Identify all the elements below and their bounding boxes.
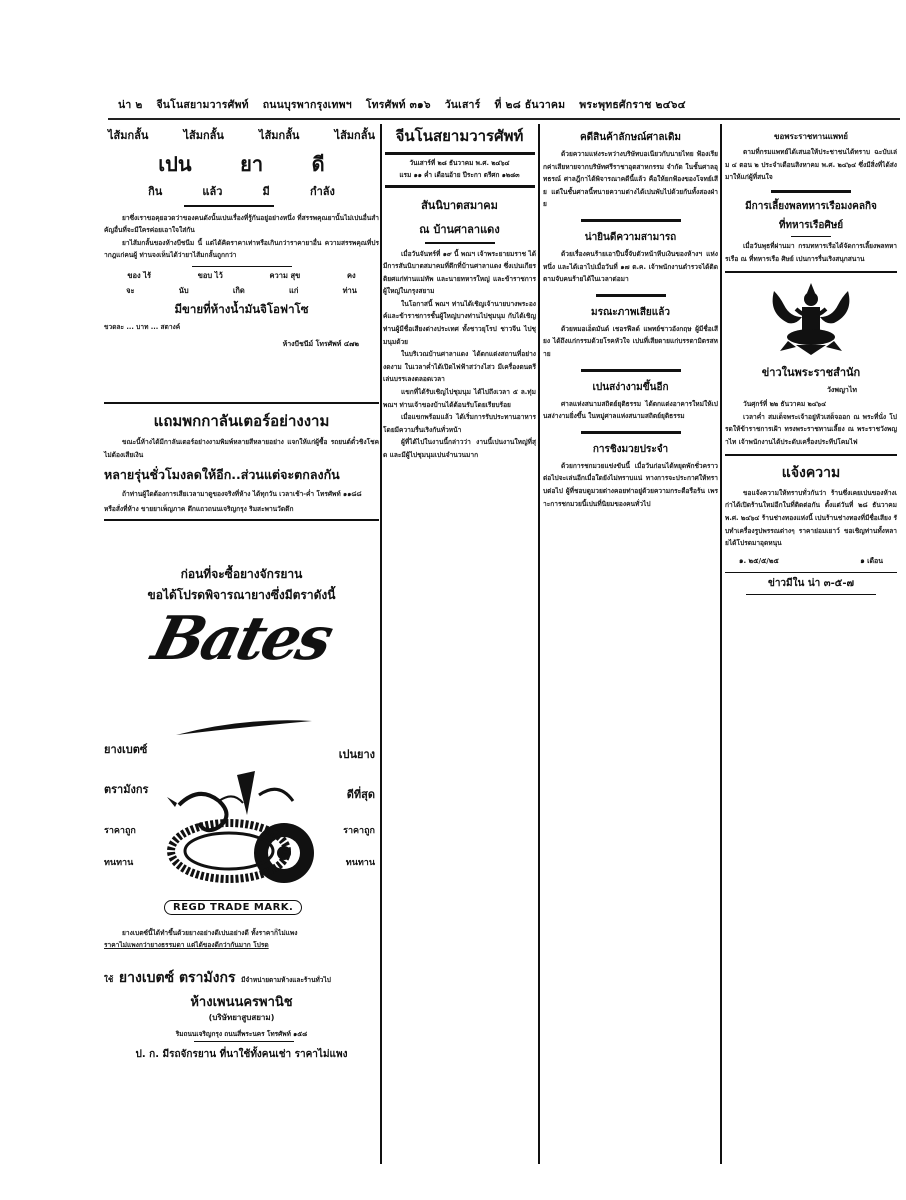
divider: [581, 431, 681, 434]
notice-title: ขอพระราชทานแพทย์: [774, 132, 848, 141]
divider: [104, 402, 379, 404]
masthead: [118, 96, 798, 112]
left-label: ราคาถูก: [104, 825, 136, 836]
calendar-ad: [104, 409, 379, 515]
column-3: [543, 126, 718, 510]
ad-labels: ไส้มกลั้น ไส้มกลั้น ไส้มกลั้น ไส้มกลั้น: [108, 129, 375, 142]
trademark-badge: REGD TRADE MARK.: [164, 895, 302, 915]
announcement-body: ขอแจ้งความให้ทราบทั่วกันว่า ร้านซึ่งเคยเปนของห้างเก่าได้เปิดร้านใหม่อีกในที่ติดต่อกัน ตั้งแต่วันที่ ๒๘ ธันวาคม พ.ศ. ๒๔๖๔ ร้านช่างทองแห่งนี้ เปนร้านช่างทองที่มีชื่อเสียง รับทำเครื่องรูปพรรณต่างๆ ราคาย่อมเยาว์ ขอเชิญท่านทั้งหลายได้โปรดมาอุดหนุน: [725, 488, 897, 548]
masthead-rule: [108, 118, 900, 120]
ad-pre1: ก่อนที่จะซื้อยางจักรยาน: [180, 566, 303, 581]
divider: [425, 242, 495, 244]
ad-title: แถมพกกาลันเตอร์อย่างงาม: [153, 411, 330, 430]
article-body: เมื่อวันจันทร์ที่ ๑๙ นี้ พณฯ เจ้าพระยายมราช ได้มีการสันนิบาตสมาคมที่ตึกที่บ้านศาลาแดง ซึ่งเปนเกียรติยศแก่ท่านแม่ทัพ และนายทหารใหญ่ และข้าราชการผู้ใหญ่ในกรุงสยาม ในโอกาสนี้ พณฯ ท่านได้เชิญเจ้านายบางพระองค์และข้าราชการชั้นผู้ใหญ่บางท่านไปชุมนุม กับได้เชิญท่านผู้มีชื่อเสียงต่างประเทศ ทั้งชาวยุโรป ชาวจีน ไปชุมนุมด้วย ในบริเวณบ้านศาลาแดง ได้ตกแต่งสถานที่อย่างงดงาม ในเวลาค่ำได้เปิดไฟฟ้าสว่างไสว มีเครื่องดนตรีเล่นบรรเลงตลอดเวลา แขกที่ได้รับเชิญไปชุมนุม ได้ไปถึงเวลา ๕ ล.ทุ่ม พณฯ ท่านเจ้าของบ้านได้ต้อนรับโดยเรียบร้อย เมื่อแขกพร้อมแล้ว ได้เริ่มการรับประทานอาหาร โดยมีความรื่นเริงกันทั่วหน้า ผู้ที่ได้ไปในงานนี้กล่าวว่า งานนี้เปนงานใหญ่ที่สุด และมีผู้ไปชุมนุมเปนจำนวนมาก: [383, 249, 536, 459]
address: ถนนบุรพากรุงเทพฯ: [262, 98, 352, 111]
news-subtitle: ที่ทหารเรือศิษย์: [778, 219, 844, 231]
section-subtitle: ณ บ้านศาลาแดง: [419, 223, 500, 236]
bates-tire-ad: [104, 565, 379, 1085]
divider: [746, 594, 876, 596]
divider: [581, 369, 681, 372]
news-item: [543, 130, 718, 211]
ad-body: ถ้าท่านผู้ใดต้องการเสียเวลามาดูของจริงที่ห้าง ได้ทุกวัน เวลาเช้า-ค่ำ โทรศัพท์ ๑๑๘๘: [122, 490, 362, 499]
divider: [725, 271, 897, 273]
section-title: สันนิบาตสมาคม: [421, 199, 498, 212]
left-label: ตรามังกร: [104, 782, 149, 796]
news-item: [543, 230, 718, 286]
ad-footer: ป. ก. มีรถจักรยาน ที่นาใช้ทั้งคนเช่า ราคาไม่แพง: [135, 1048, 348, 1060]
garuda-emblem-icon: [766, 279, 856, 359]
divider: [791, 236, 831, 238]
navy-banquet: [725, 199, 897, 266]
right-label: ดีที่สุด: [346, 787, 375, 801]
right-label: ราคาถูก: [343, 825, 375, 836]
court-place: วังพญาไท: [827, 385, 857, 394]
news-body: ด้วยการชกมวยแข่งขันนี้ เมื่อวันก่อนได้หยุดพักชั่วคราว ต่อไปจะเล่นอีกเมื่อใดยังไม่ทราบแน่ ทางการจะประกาศให้ทราบต่อไป ผู้ที่ชอบดูมวยต่างคอยท่าอยู่ด้วยความกระตือรือร้น เพราะการชกมวยนี้เปนที่นิยมของคนทั่วไป: [543, 461, 718, 508]
column-4: [725, 126, 897, 598]
year: พระพุทธศักราช ๒๔๖๔: [579, 98, 686, 111]
divider: [385, 152, 535, 155]
divider: [725, 454, 897, 456]
ad-pre2: ขอได้โปรดพิจารณายางซึ่งมีตราดังนี้: [147, 587, 336, 602]
news-body: ด้วยความแห่งระหว่างบริษัทบอเนียวกับนายไทย ฟ้องเรียกค่าเสียหายจากบริษัทศรีราชาอุตสาหกรรม จำกัด ในชั้นศาลอุทธรณ์ ศาลฎีกาได้พิจารณาคดีนี้แล้ว คือให้ยกฟ้องของโจทย์เสีย แต่ในชั้นศาลนี้ทนายความต่างได้เปนพับไปด้วยกันทั้งสองฝ่าย: [543, 150, 718, 209]
paper-name: จีนโนสยามวารศัพท์: [156, 98, 249, 111]
left-label: ยางเบตซ์: [104, 742, 148, 756]
news-title: คดีสินค้าลักษณ์ศาลเดิม: [579, 132, 682, 143]
divider: [385, 185, 535, 188]
notice: [725, 130, 897, 184]
ad-body: ยาซึ่งเราขอคุยอวดว่าของคนดังนั้นเปนเรื่องที่รู้กันอยู่อย่างหนึ่ง ที่สรรพคุณยานั้นไม่เปนอื่นสำคัญอื่นที่จะมีใครค่อยเอาใจใส่กัน ยาไส้มกลั้นของห้างบีชนีม นี้ แต่ได้คิดราคาเท่าหรือเกินกว่าราคายาอื่น ความสรรพคุณที่ปรากฎแก่คนผู้ ท่านจงเห็นได้ว่ายาไส้มกลั้นถูกกว่า: [104, 213, 379, 260]
shop-name: ห้างเพนนครพานิช: [190, 994, 293, 1010]
continued-note: ข่าวมีใน น่า ๓-๕-๗: [767, 577, 854, 589]
ad-subline: กิน แล้ว มี กำลัง: [148, 185, 335, 198]
shop-address: ริมถนนเจริญกรุง ถนนสี่พระนคร โทรศัพท์ ๑๕๘: [175, 1029, 308, 1038]
left-label: ทนทาน: [104, 857, 134, 868]
column-divider: [720, 124, 722, 1164]
ad-row: ของ ไร้ ขอบ ไว้ ความ สุข คง: [127, 270, 356, 280]
court-date: วันศุกร์ที่ ๒๒ ธันวาคม ๒๔๖๔: [743, 399, 827, 408]
divider: [192, 266, 292, 267]
bates-logo: Bates: [145, 603, 338, 674]
ad-row: จะ นับ เกิด แก่ ท่าน: [126, 285, 357, 295]
divider: [104, 519, 379, 521]
column-1: [104, 126, 379, 1085]
date: ที่ ๒๘ ธันวาคม: [494, 98, 566, 111]
logo-swoosh-icon: [174, 717, 314, 739]
divider: [184, 205, 274, 207]
news-body: เวลาค่ำ สมเด็จพระเจ้าอยู่หัวเสด็จออก ณ พระที่นั่ง โปรดให้ข้าราชการเฝ้า ทรงพระราชทานเลี้ยง ณ พระราชวังพญาไท เจ้าพนักงานได้ประดับเครื่องประทีปโคมไฟ: [725, 412, 897, 446]
divider: [194, 1041, 294, 1042]
news-item: [543, 380, 718, 423]
news-title: มีการเลี้ยงพลทหารเรือมงคลกิจ: [745, 200, 877, 212]
ad-body: ขณะนี้ห้างได้มีกาลันเตอร์อย่างงามพิมพ์หลายสีหลายอย่าง แจกให้แก่ผู้ซื้อ รถยนต์ตั๋วชิงโชค ไม่ต้องเสียเงิน: [104, 437, 379, 459]
day: วันเสาร์: [444, 98, 481, 111]
announcement: [725, 462, 897, 567]
shop-subtitle: (บริษัทยาสูบสยาม): [208, 1012, 275, 1022]
ad-body: ยางเบตซ์นี้ได้ทำขึ้นด้วยยางอย่างดีเปนอย่างดี ทั้งราคาก็ไม่แพง ราคาไม่แพงกว่ายางธรรมดา แต่ได้ของดีกว่ากันมาก โปรด: [104, 928, 298, 950]
divider: [771, 190, 851, 193]
news-body: ด้วยเรื่องคนร้ายเอาปืนจี้จับตัวหน้าหีบเงินของห้างฯ แห่งหนึ่ง และได้เอาไปเมื่อวันที่ ๑๗ ต.ค. เจ้าพนักงานตำรวจได้ติดตามจับคนร้ายได้ในเวลาต่อมา: [543, 249, 718, 284]
court-news: [725, 363, 897, 448]
ad-footer: หรือสั่งที่ห้าง ขายยาเพ็ญภาค ตึกแถวถนนเจริญกรุง ริมสะพานวัดตึก: [104, 504, 294, 513]
news-title: การชิงมวยประจำ: [592, 443, 669, 455]
right-label: เปนยาง: [338, 747, 375, 761]
news-item: [543, 305, 718, 361]
divider: [581, 219, 681, 222]
ad-headline: หลายรุ่นชั่วโมงลดให้อีก..ส่วนแต่จะตกลงกัน: [104, 467, 340, 483]
announcement-title: แจ้งความ: [781, 464, 841, 481]
announcement-ref: ๑. ๒๕/๕/๒๕ ๑ เดือน: [739, 556, 883, 565]
ad-footer: ห้างบีชนีม์ โทรศัพท์ ๔๗๒: [282, 340, 359, 349]
news-item: [543, 442, 718, 510]
page-number: น่า ๒: [118, 98, 143, 111]
news-body: ด้วยหมอเอ็ดมันด์ เชอรฟีลด์ แพทย์ชาวอังกฤษ ผู้มีชื่อเสียง ได้ถึงแก่กรรมด้วยโรคหัวใจ เปนที่เสียดายแก่บรรดามิตรสหาย: [543, 324, 718, 358]
news-title: น่ายินดีความสามารถ: [584, 231, 677, 243]
medicine-ad: [104, 126, 379, 350]
column-divider: [380, 124, 382, 1164]
brand-name: ยางเบตซ์ ตรามังกร: [118, 969, 236, 986]
news-title: เปนสง่างามขึ้นอีก: [592, 381, 669, 393]
dragon-tire-icon: [159, 765, 329, 890]
column-divider: [538, 124, 540, 1164]
news-body: ศาลแห่งสนามสถิตย์ยุติธรรม ได้ตกแต่งอาคารใหม่ให้เปนสง่างามยิ่งขึ้น ในหมู่ศาลแห่งสนามสถิตย์ยุติธรรม: [543, 399, 718, 421]
dateline: แรม ๑๑ ค่ำ เดือนอ้าย ปีระกา ตรีศก ๑๒๘๓: [399, 171, 520, 179]
ad-price: ขวดละ ... บาท ... สตางค์: [104, 322, 181, 331]
editorial-title: จีนโนสยามวารศัพท์: [395, 127, 524, 145]
brand-line: ใช้ ยางเบตซ์ ตรามังกร มีจำหน่ายตามห้างและร้านทั่วไป: [104, 969, 331, 986]
right-label: ทนทาน: [345, 857, 375, 868]
divider: [596, 294, 666, 297]
phone: โทรศัพท์ ๓๑๖: [365, 98, 431, 111]
news-title: ข่าวในพระราชสำนัก: [761, 365, 861, 379]
ad-headline: เปน ยา ดี: [158, 152, 325, 176]
ad-where: มีขายที่ห้างน้ำมันจิโอฟาโซ: [174, 301, 309, 316]
divider: [725, 572, 897, 573]
news-body: เมื่อวันพุธที่ผ่านมา กรมทหารเรือได้จัดการเลี้ยงพลทหารเรือ ณ ที่ทหารเรือ ศิษย์ เปนการรื่นเริงสนุกสนาน: [725, 242, 897, 263]
notice-body: ตามที่กรมแพทย์ได้เสนอให้ประชาชนได้ทราบ ฉะบับเล่ม ๔ ตอน ๒ ประจำเดือนสิงหาคม พ.ศ. ๒๔๖๔ ซึ่งมีสิ่งที่ได้ส่งมาให้แก่ผู้ที่สนใจ: [725, 148, 897, 182]
column-2: [383, 126, 536, 462]
news-title: มรณะภาพเสียแล้ว: [591, 306, 670, 318]
dateline: วันเสาร์ที่ ๒๘ ธันวาคม พ.ศ. ๒๔๖๔: [409, 159, 510, 167]
